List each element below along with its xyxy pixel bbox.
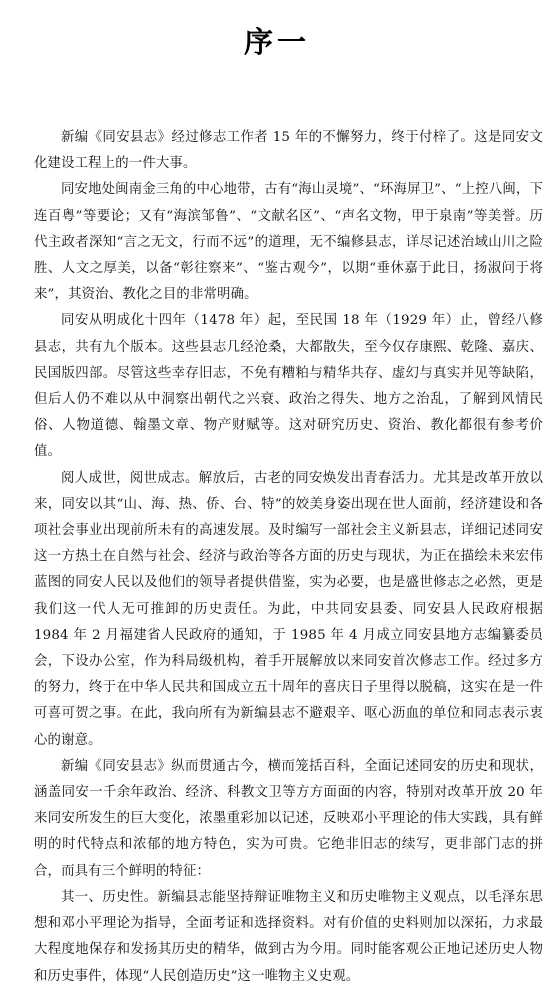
paragraph-5: 新编《同安县志》纵而贯通古今，横而笼括百科，全面记述同安的历史和现状，涵盖同安一千余年政治、经济、科教文卫等方方面面的内容，特别对改革开放 20 年来同安所发生的巨大变化，浓墨重彩加以记述，反映邓小平理论的伟大实践，具有鲜明的时代特点和浓郁的地方特色，实为可贵。它绝非旧志的续写，更非部门志的拼合，而具有三个鲜明的特征： [34,758,543,879]
paragraph-4: 阅人成世，阅世成志。解放后，古老的同安焕发出青春活力。尤其是改革开放以来，同安以其“山、海、热、侨、台、特”的姣美身姿出现在世人面前，经济建设和各项社会事业出现前所未有的高速发展。及时编写一部社会主义新县志，详细记述同安这一方热土在自然与社会、经济与政治等各方面的历史与现状，为正在描绘未来宏伟蓝图的同安人民以及他们的领导者提供借鉴，实为必要，也是盛世修志之必然，更是我们这一代人无可推卸的历史责任。为此，中共同安县委、同安县人民政府根据 1984 年 2 月福建省人民政府的通知，于 1985 年 4 月成立同安县地方志编纂委员会，下设办公室，作为科局级机构，着手开展解放以来同安首次修志工作。经过多方的努力，终于在中华人民共和国成立五十周年的喜庆日子里得以脱稿，这实在是一件可喜可贺之事。在此，我向所有为新编县志不避艰辛、呕心沥血的单位和同志表示衷心的谢意。 [34,470,543,748]
paragraph-6: 其一、历史性。新编县志能坚持辩证唯物主义和历史唯物主义观点，以毛泽东思想和邓小平理论为指导，全面考证和选择资料。对有价值的史料则加以深拓，力求最大程度地保存和发扬其历史的精华，做到古为今用。同时能客观公正地记述历史人物和历史事件，体现“人民创造历史”这一唯物主义史观。 [34,889,543,984]
paragraph-2: 同安地处闽南金三角的中心地带，古有“海山灵境”、“环海屏卫”、“上控八闽，下连百粤”等要论；又有“海滨邹鲁”、“文献名区”、“声名文物，甲于泉南”等美誉。历代主政者深知“言之无文，行而不远”的道理，无不编修县志，详尽记述治域山川之险胜、人文之厚美，以备“彰往察来”、“鉴古观今”，以期“垂休嘉于此日，扬淑问于将来”，其资治、教化之目的非常明确。 [34,182,543,303]
paragraph-1: 新编《同安县志》经过修志工作者 15 年的不懈努力，终于付梓了。这是同安文化建设工程上的一件大事。 [34,130,543,172]
preface-body [34,125,543,990]
paragraph-3: 同安从明成化十四年（1478 年）起，至民国 18 年（1929 年）止，曾经八修县志，共有九个版本。这些县志几经沧桑，大都散失，至今仅存康熙、乾隆、嘉庆、民国版四部。尽管这些幸存旧志，不免有糟粕与精华共存、虚幻与真实并见等缺陷，但后人仍不难以从中洞察出朝代之兴衰、政治之得失、地方之治乱，了解到风情民俗、人物道德、翰墨文章、物产财赋等。这对研究历史、资治、教化都很有参考价值。 [34,313,543,460]
page-title: 序一 [243,25,310,59]
